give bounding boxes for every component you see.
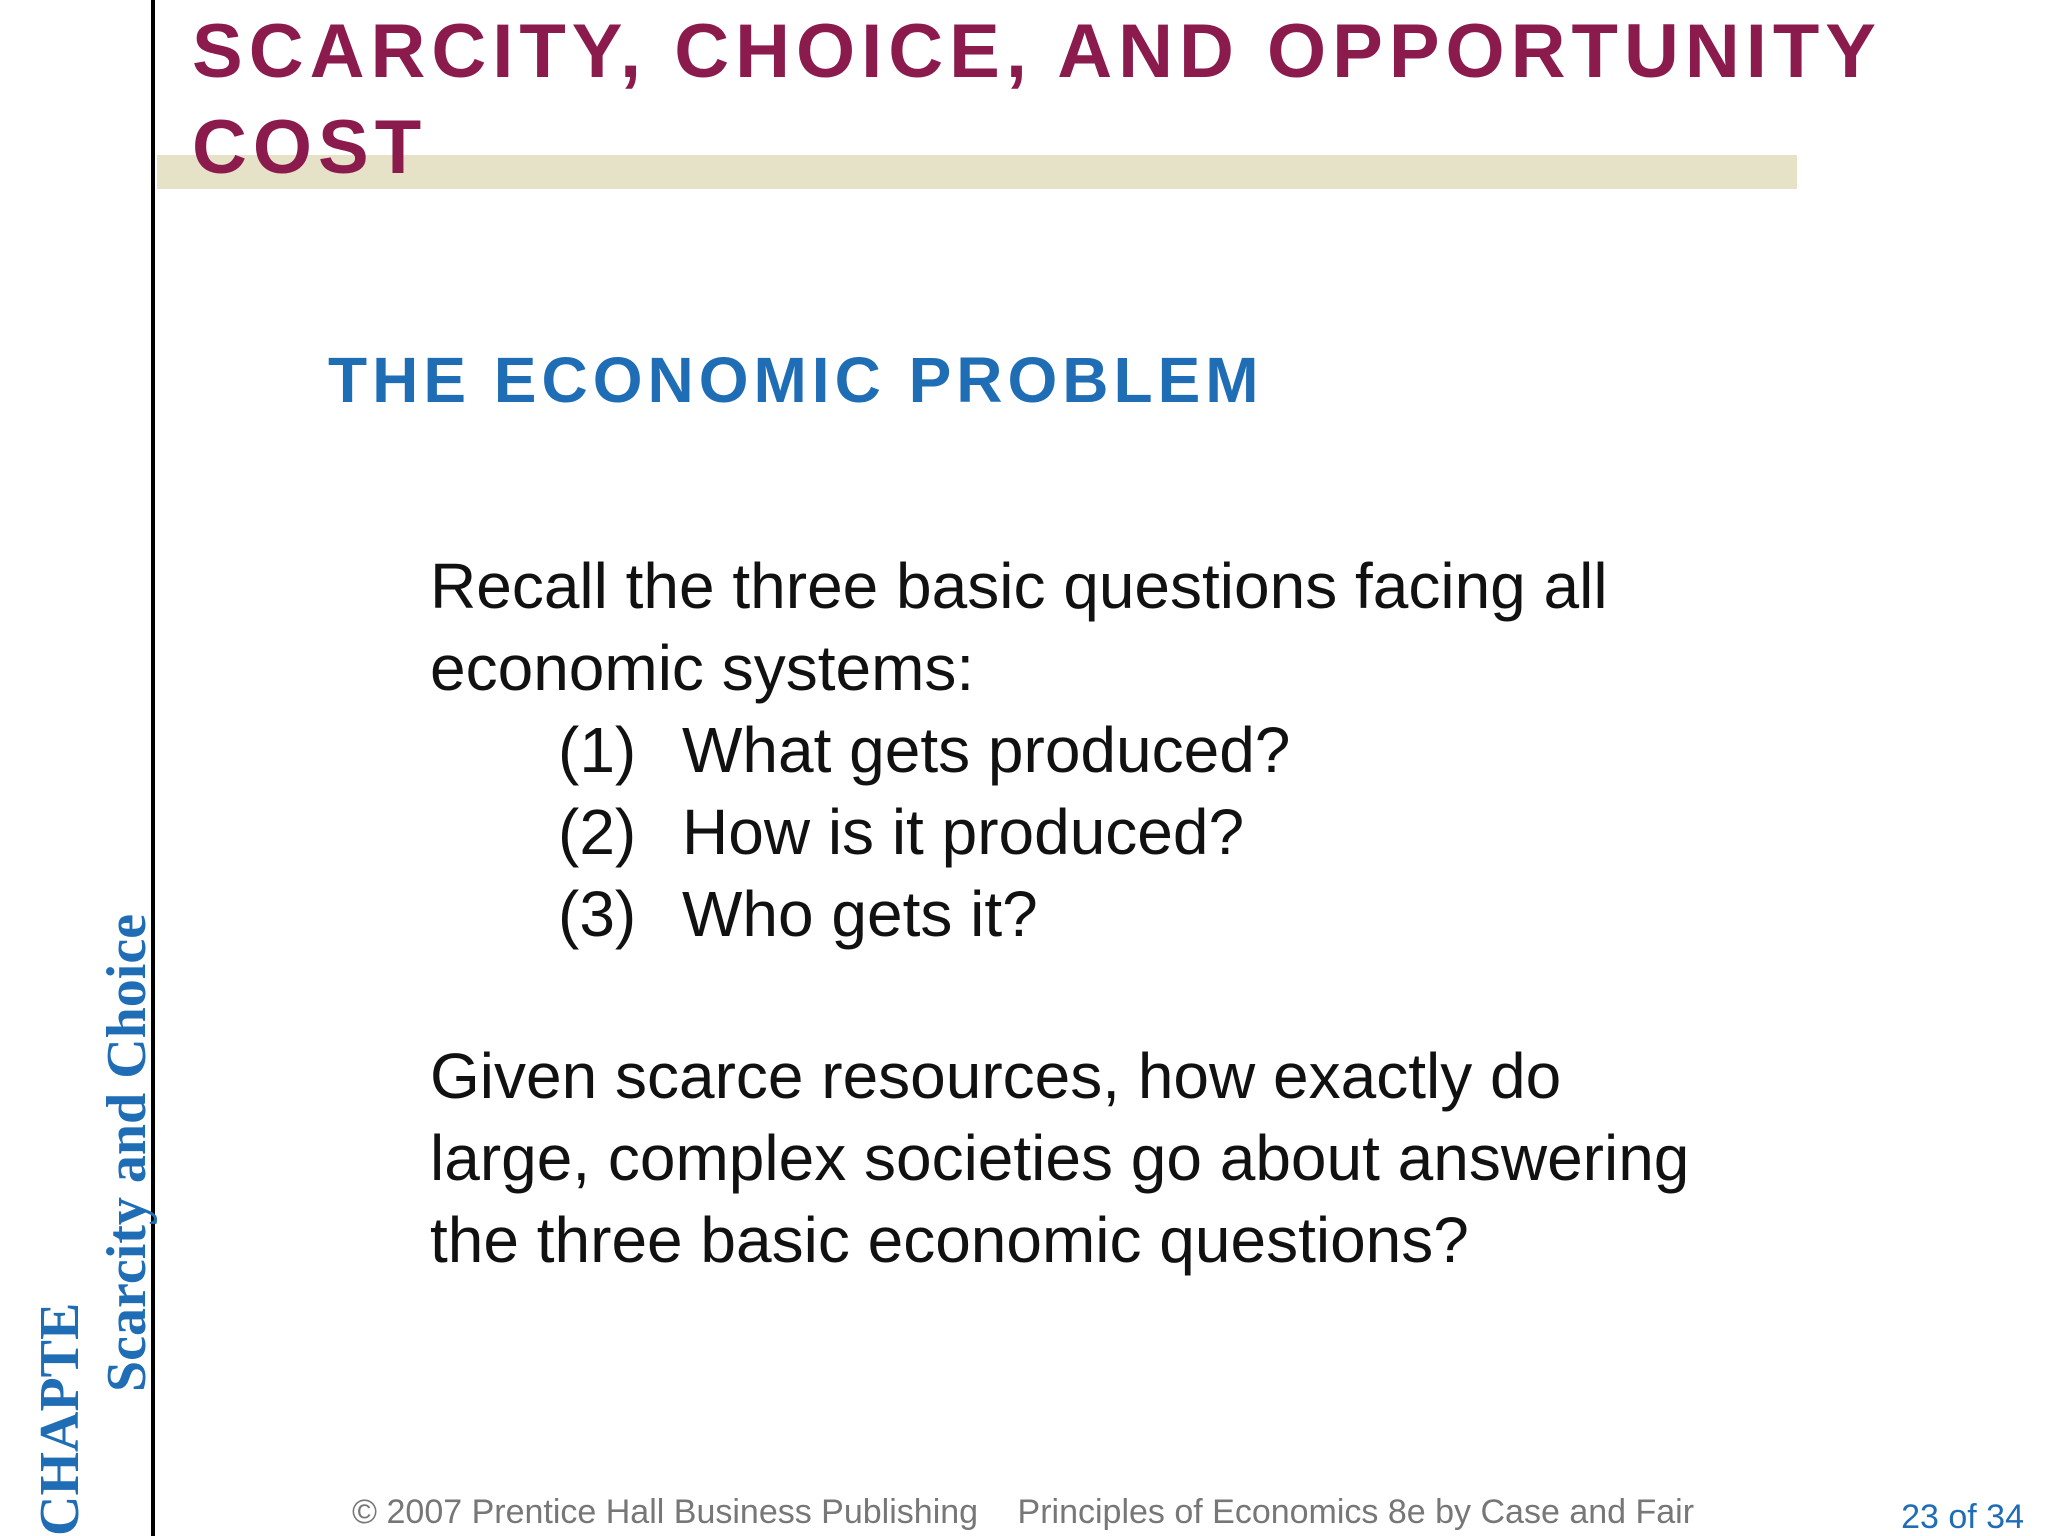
closing-paragraph: Given scarce resources, how exactly do large, complex societies go about answering the three basic economic questions? <box>430 1040 1690 1276</box>
footer-copyright: © 2007 Prentice Hall Business Publishing <box>352 1493 979 1531</box>
slide-title: SCARCITY, CHOICE, AND OPPORTUNITY COST <box>192 9 1881 190</box>
footer <box>352 1490 1694 1534</box>
chapter-title-vertical: Scarcity and Choice <box>96 913 158 1392</box>
intro-paragraph: Recall the three basic questions facing all economic systems: <box>430 550 1608 704</box>
footer-book-title: Principles of Economics 8e by Case and Fair <box>1017 1493 1695 1531</box>
question-text: Who gets it? <box>682 878 1038 950</box>
questions-list <box>558 709 1290 955</box>
question-text: What gets produced? <box>682 714 1291 786</box>
question-number: (2) <box>558 796 637 868</box>
question-text: How is it produced? <box>682 796 1245 868</box>
page-number: 23 of 34 <box>1901 1498 2024 1536</box>
question-item-2 <box>558 791 1290 873</box>
question-number: (1) <box>558 714 637 786</box>
question-item-1 <box>558 709 1290 791</box>
chapter-label: CHAPTE <box>29 1302 91 1536</box>
section-heading: THE ECONOMIC PROBLEM <box>328 344 1264 416</box>
question-item-3 <box>558 873 1290 955</box>
question-number: (3) <box>558 878 637 950</box>
